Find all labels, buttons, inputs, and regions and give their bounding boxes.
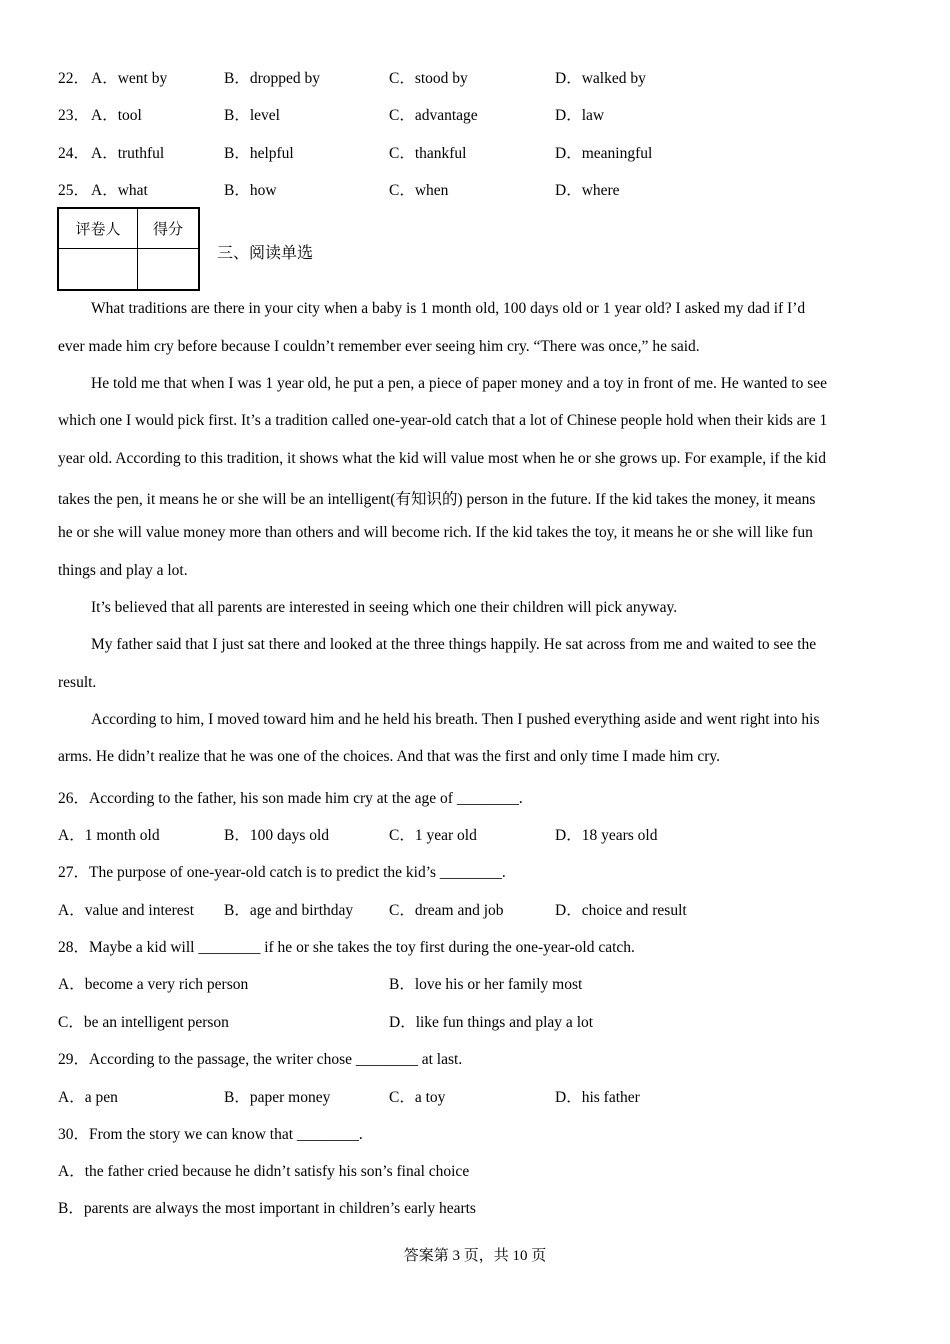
passage-line: which one I would pick first. It’s a tradition called one-year-old catch that a lot of Chinese people hold when their kids are 1 — [58, 412, 828, 429]
option-c: C．dream and job — [389, 902, 504, 919]
option-a: A．value and interest — [58, 902, 195, 919]
option-c: C．be an intelligent person — [58, 1014, 229, 1031]
option-a: A．tool — [91, 107, 142, 124]
option-b: B．age and birthday — [224, 902, 354, 919]
question-number: 23． — [58, 107, 90, 124]
option-c: C．when — [389, 182, 449, 199]
option-c: C．1 year old — [389, 827, 477, 844]
option-d: D．where — [555, 182, 620, 199]
passage-line: ever made him cry before because I couldn’t remember ever seeing him cry. “There was once,” he said. — [58, 338, 700, 355]
option-b: B．dropped by — [224, 70, 321, 87]
question-number: 25． — [58, 182, 90, 199]
option-a: A．what — [91, 182, 148, 199]
option-a: A．went by — [91, 70, 168, 87]
option-b: B．100 days old — [224, 827, 330, 844]
option-d: D．his father — [555, 1089, 640, 1106]
passage-line: My father said that I just sat there and looked at the three things happily. He sat across from me and waited to see the — [91, 636, 817, 653]
option-c: C．advantage — [389, 107, 478, 124]
option-b: B．helpful — [224, 145, 294, 162]
passage-line: He told me that when I was 1 year old, he put a pen, a piece of paper money and a toy in front of me. He wanted to see — [91, 375, 828, 392]
option-a: A．a pen — [58, 1089, 118, 1106]
option-d: D．choice and result — [555, 902, 687, 919]
score-table — [57, 207, 200, 291]
question-stem: 30．From the story we can know that ________. — [58, 1126, 363, 1143]
passage-line: year old. According to this tradition, it shows what the kid will value most when he or she grows up. For example, if the kid — [58, 450, 826, 467]
option-a: A．the father cried because he didn’t satisfy his son’s final choice — [58, 1163, 470, 1180]
question-stem: 27．The purpose of one-year-old catch is to predict the kid’s ________. — [58, 864, 506, 881]
option-b: B．level — [224, 107, 280, 124]
option-d: D．law — [555, 107, 605, 124]
passage-line: he or she will value money more than others and will become rich. If the kid takes the toy, it means he or she will like fun — [58, 524, 813, 541]
option-d: D．walked by — [555, 70, 646, 87]
score-cell — [138, 248, 200, 290]
section-title: 三、阅读单选 — [217, 245, 314, 262]
passage-line: arms. He didn’t realize that he was one of the choices. And that was the first and only time I made him cry. — [58, 748, 720, 765]
passage-line: takes the pen, it means he or she will be an intelligent(有知识的) person in the future. If the kid takes the money, it means — [58, 491, 816, 508]
reviewer-cell — [58, 248, 138, 290]
option-a: A．1 month old — [58, 827, 160, 844]
passage-line: things and play a lot. — [58, 562, 188, 579]
option-b: B．parents are always the most important in children’s early hearts — [58, 1200, 476, 1217]
question-stem: 29．According to the passage, the writer chose ________ at last. — [58, 1051, 463, 1068]
option-d: D．18 years old — [555, 827, 658, 844]
option-c: C．thankful — [389, 145, 467, 162]
question-stem: 28．Maybe a kid will ________ if he or she takes the toy first during the one-year-old catch. — [58, 939, 635, 956]
question-stem: 26．According to the father, his son made him cry at the age of ________. — [58, 790, 523, 807]
option-d: D．meaningful — [555, 145, 653, 162]
passage-line: According to him, I moved toward him and he held his breath. Then I pushed everything aside and went right into his — [91, 711, 820, 728]
option-b: B．love his or her family most — [389, 976, 583, 993]
option-d: D．like fun things and play a lot — [389, 1014, 594, 1031]
option-c: C．stood by — [389, 70, 468, 87]
option-c: C．a toy — [389, 1089, 446, 1106]
option-b: B．how — [224, 182, 277, 199]
option-a: A．become a very rich person — [58, 976, 249, 993]
page-footer: 答案第 3 页，共 10 页 — [403, 1248, 547, 1264]
question-number: 22． — [58, 70, 90, 87]
reviewer-label: 评卷人 — [58, 208, 138, 248]
question-number: 24． — [58, 145, 90, 162]
passage-line: What traditions are there in your city when a baby is 1 month old, 100 days old or 1 year old? I asked my dad if I’d — [91, 300, 806, 317]
passage-line: result. — [58, 674, 97, 691]
option-b: B．paper money — [224, 1089, 331, 1106]
option-a: A．truthful — [91, 145, 165, 162]
passage-line: It’s believed that all parents are interested in seeing which one their children will pick anyway. — [91, 599, 678, 616]
score-label: 得分 — [138, 208, 200, 248]
